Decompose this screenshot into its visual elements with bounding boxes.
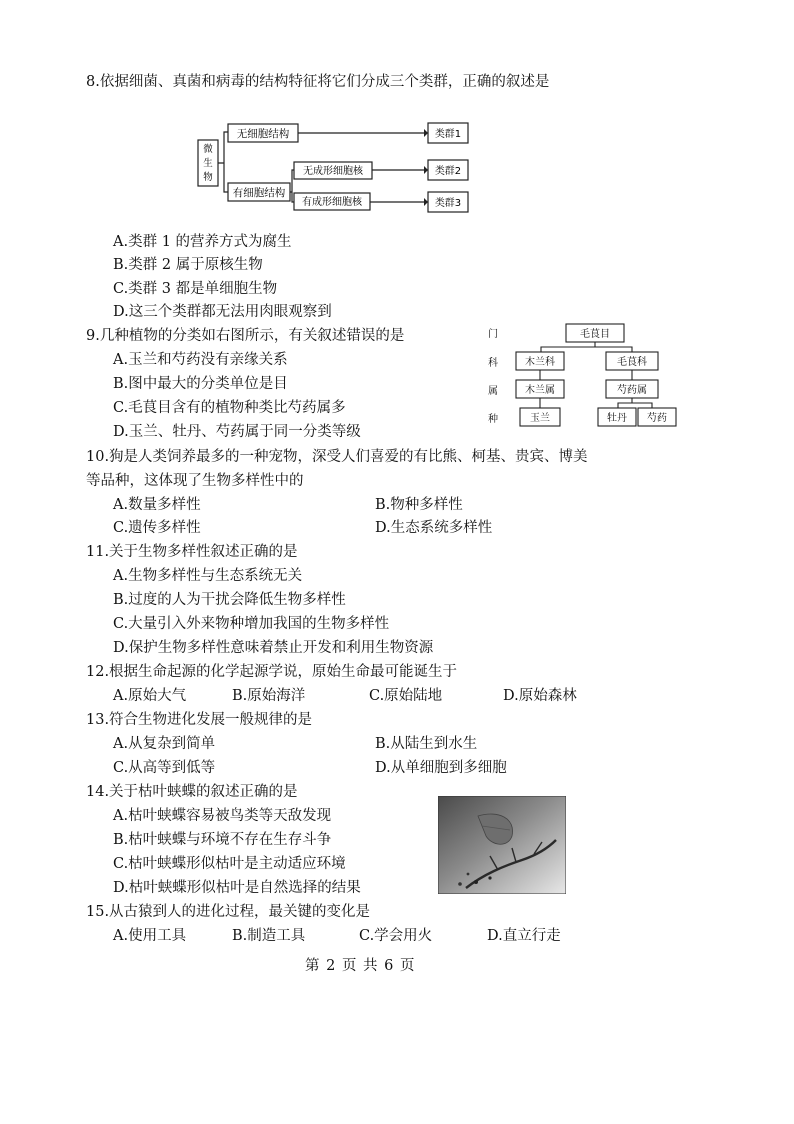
q9-option-c: C.毛茛目含有的植物种类比芍药属多 [113, 400, 346, 416]
q12-option-c: C.原始陆地 [369, 688, 443, 704]
q9-rank-genus: 属 [488, 386, 498, 397]
q9-species2-label: 牡丹 [607, 413, 627, 424]
q10-option-a: A.数量多样性 [113, 497, 201, 513]
q8-classification-diagram [194, 116, 480, 218]
q8-option-c: C.类群 3 都是单细胞生物 [113, 281, 278, 297]
q15-option-b: B.制造工具 [232, 928, 306, 944]
q9-species3-label: 芍药 [647, 413, 667, 424]
q9-option-d: D.玉兰、牡丹、芍药属于同一分类等级 [113, 424, 361, 440]
q8-group1-label: 类群1 [434, 129, 462, 140]
q9-genus1-label: 木兰属 [525, 385, 555, 396]
q9-rank-family: 科 [488, 358, 498, 369]
q11-option-b: B.过度的人为干扰会降低生物多样性 [113, 592, 346, 608]
q10-stem-line1: 10.狗是人类饲养最多的一种宠物，深受人们喜爱的有比熊、柯基、贵宾、博美 [86, 449, 588, 465]
q12-option-d: D.原始森林 [503, 688, 577, 704]
q14-option-b: B.枯叶蛱蝶与环境不存在生存斗争 [113, 832, 332, 848]
q9-species1-label: 玉兰 [530, 413, 550, 424]
q11-option-a: A.生物多样性与生态系统无关 [113, 568, 303, 584]
q9-taxonomy-diagram [486, 320, 686, 430]
q8-root-char2: 生 [203, 158, 213, 169]
q8-no-cell-label: 无细胞结构 [236, 128, 290, 140]
q13-stem: 13.符合生物进化发展一般规律的是 [86, 712, 313, 728]
q8-root-char1: 微 [203, 144, 213, 155]
q9-option-a: A.玉兰和芍药没有亲缘关系 [113, 352, 288, 368]
page-footer: 第 2 页 共 6 页 [305, 958, 415, 974]
q11-option-d: D.保护生物多样性意味着禁止开发和利用生物资源 [113, 640, 434, 656]
q9-genus2-label: 芍药属 [617, 385, 647, 396]
q13-option-c: C.从高等到低等 [113, 760, 216, 776]
q9-rank-order: 门 [488, 329, 498, 340]
q10-option-b: B.物种多样性 [375, 497, 463, 513]
q10-option-d: D.生态系统多样性 [375, 520, 493, 536]
q12-stem: 12.根据生命起源的化学起源学说，原始生命最可能诞生于 [86, 664, 458, 680]
q8-group2-label: 类群2 [434, 166, 462, 177]
q10-option-c: C.遗传多样性 [113, 520, 201, 536]
q14-leaf-butterfly-photo [438, 796, 566, 894]
q8-group3-label: 类群3 [434, 198, 462, 209]
q14-stem: 14.关于枯叶蛱蝶的叙述正确的是 [86, 784, 298, 800]
q15-stem: 15.从古猿到人的进化过程，最关键的变化是 [86, 904, 371, 920]
q8-no-nucleus-label: 无成形细胞核 [303, 166, 363, 177]
q8-has-cell-label: 有细胞结构 [232, 187, 286, 199]
q14-option-d: D.枯叶蛱蝶形似枯叶是自然选择的结果 [113, 880, 361, 896]
q13-option-a: A.从复杂到简单 [113, 736, 216, 752]
q13-option-b: B.从陆生到水生 [375, 736, 478, 752]
q10-stem-line2: 等品种，这体现了生物多样性中的 [86, 473, 304, 489]
q9-family1-label: 木兰科 [525, 357, 555, 368]
q15-option-a: A.使用工具 [113, 928, 187, 944]
q8-option-a: A.类群 1 的营养方式为腐生 [113, 234, 292, 250]
q12-option-a: A.原始大气 [113, 688, 187, 704]
q14-option-c: C.枯叶蛱蝶形似枯叶是主动适应环境 [113, 856, 346, 872]
q11-option-c: C.大量引入外来物种增加我国的生物多样性 [113, 616, 390, 632]
q13-option-d: D.从单细胞到多细胞 [375, 760, 507, 776]
q12-option-b: B.原始海洋 [232, 688, 306, 704]
q8-option-d: D.这三个类群都无法用肉眼观察到 [113, 304, 332, 320]
q14-option-a: A.枯叶蛱蝶容易被鸟类等天敌发现 [113, 808, 332, 824]
q8-stem: 8.依据细菌、真菌和病毒的结构特征将它们分成三个类群，正确的叙述是 [86, 74, 550, 90]
q9-order-label: 毛茛目 [580, 329, 610, 340]
q8-root-char3: 物 [203, 172, 213, 183]
q8-option-b: B.类群 2 属于原核生物 [113, 257, 263, 273]
q15-option-c: C.学会用火 [359, 928, 433, 944]
q8-has-nucleus-label: 有成形细胞核 [302, 197, 362, 208]
q9-option-b: B.图中最大的分类单位是目 [113, 376, 288, 392]
q11-stem: 11.关于生物多样性叙述正确的是 [86, 544, 298, 560]
q9-rank-species: 种 [488, 414, 498, 425]
q15-option-d: D.直立行走 [487, 928, 561, 944]
q9-stem: 9.几种植物的分类如右图所示，有关叙述错误的是 [86, 328, 405, 344]
q9-family2-label: 毛茛科 [617, 357, 647, 368]
